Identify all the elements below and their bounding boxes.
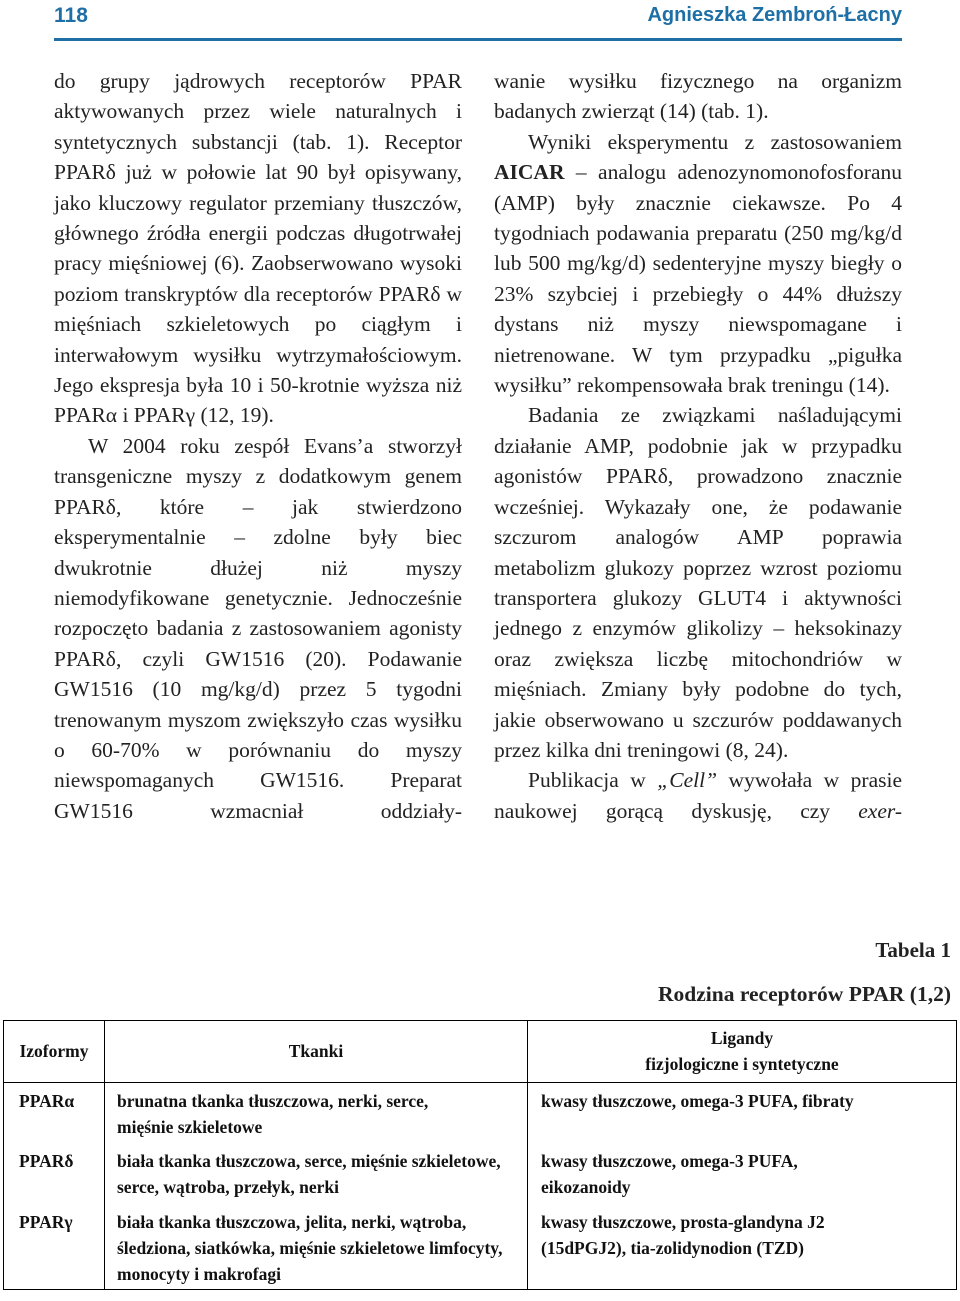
- right-paragraph-2-start: Wyniki eksperymentu z zastosowaniem: [528, 129, 902, 154]
- right-paragraph-2: [494, 127, 902, 401]
- right-paragraph-1: wanie wysiłku fizycznego na organizm badanych zwierząt (14) (tab. 1).: [494, 69, 902, 124]
- left-paragraph-2: W 2004 roku zespół Evans’a stworzył transgeniczne myszy z dodatkowym genem PPARδ, które – jak stwierdzono eksperymentalnie – zdolne były biec dwukrotnie dłużej niż myszy niemodyfikowane genetycznie. Jednocześnie rozpoczęto badania z zastosowaniem agonisty PPARδ, czyli GW1516 (20). Podawanie GW1516 (10 mg/kg/d) przez 5 tygodni trenowanym myszom zwiększyło czas wysiłku o 60-70% w porównaniu do myszy niewspomaganych GW1516. Preparat GW1516 wzmacniał oddziały-: [54, 433, 462, 823]
- table-number: Tabela 1: [875, 938, 951, 962]
- header-ligands-line2: fizjologiczne i syntetyczne: [645, 1054, 839, 1074]
- receptor-table: [3, 1020, 957, 1290]
- header-isoforms: Izoformy: [19, 1041, 89, 1061]
- table-left-border: [3, 1020, 4, 1290]
- row-3-tissues: biała tkanka tłuszczowa, jelita, nerki, wątroba, śledziona, siatkówka, mięśnie szkieletowe limfocyty, monocyty i makrofagi: [117, 1212, 503, 1284]
- table-right-border: [956, 1020, 957, 1290]
- page-number: 118: [54, 4, 88, 27]
- row-3-ligands: kwasy tłuszczowe, prosta-glandyna J2 (15dPGJ2), tia-zolidynodion (TZD): [541, 1212, 825, 1258]
- right-column: [494, 66, 902, 826]
- row-1-ligands: kwasy tłuszczowe, omega-3 PUFA, fibraty: [541, 1091, 854, 1111]
- row-2-tissues: biała tkanka tłuszczowa, serce, mięśnie szkieletowe, serce, wątroba, przełyk, nerki: [117, 1151, 501, 1197]
- table-top-rule: [3, 1020, 527, 1021]
- left-column: [54, 66, 462, 826]
- table-title: Rodzina receptorów PPAR (1,2): [658, 982, 951, 1006]
- row-2-isoform: PPARδ: [19, 1151, 74, 1171]
- running-head-author: Agnieszka Zembroń-Łacny: [647, 4, 902, 26]
- right-paragraph-4-start: Publikacja w: [528, 768, 646, 793]
- row-3-isoform: PPARγ: [19, 1212, 73, 1232]
- right-paragraph-4-end: exer-: [858, 798, 902, 823]
- header-ligands-line1: Ligandy: [710, 1028, 774, 1048]
- cell-journal-title: „Cell”: [657, 768, 718, 793]
- header-rule: [54, 38, 902, 41]
- table-top-rule-right: [527, 1020, 957, 1021]
- aicar-term: AICAR: [494, 160, 565, 185]
- table-header-rule: [3, 1082, 957, 1083]
- row-1-tissues: brunatna tkanka tłuszczowa, nerki, serce, mięśnie szkieletowe: [117, 1091, 429, 1137]
- right-paragraph-4: [494, 765, 902, 826]
- right-paragraph-4-mid: wywołała w prasie naukowej gorącą dyskusję, czy: [494, 768, 902, 823]
- table-bottom-rule: [3, 1289, 957, 1290]
- right-paragraph-2-rest: – analogu adenozynomonofosforanu (AMP) były znacznie ciekawsze. Po 4 tygodniach podawania preparatu (250 mg/kg/d lub 500 mg/kg/d) sedenteryjne myszy biegły o 23% szybciej i przebiegły o 44% dłuższy dystans niż myszy niewspomagane i nietrenowane. W tym przypadku „pigułka wysiłku” rekompensowała brak treningu (14).: [494, 160, 902, 398]
- row-2-ligands: kwasy tłuszczowe, omega-3 PUFA, eikozanoidy: [541, 1151, 798, 1197]
- left-paragraph-1: do grupy jądrowych receptorów PPAR aktywowanych przez wiele naturalnych i syntetycznych substancji (tab. 1). Receptor PPARδ już w połowie lat 90 był opisywany, jako kluczowy regulator przemiany tłuszczów, głównego źródła energii podczas długotrwałej pracy mięśniowej (6). Zaobserwowano wysoki poziom transkryptów dla receptorów PPARδ w mięśniach szkieletowych po ciągłym i interwałowym wysiłku wytrzymałościowym. Jego ekspresja była 10 i 50-krotnie wyższa niż PPARα i PPARγ (12, 19).: [54, 69, 462, 428]
- header-tissues: Tkanki: [288, 1041, 344, 1061]
- right-paragraph-3: Badania ze związkami naśladującymi działanie AMP, podobnie jak w przypadku agonistów PPARδ, prowadzono znacznie wcześniej. Wykazały one, że podawanie szczurom analogów AMP poprawia metabolizm glukozy poprzez wzrost poziomu transportera glukozy GLUT4 i aktywności jednego z enzymów glikolizy – heksokinazy oraz zwiększa liczbę mitochondriów w mięśniach. Zmiany były podobne do tych, jakie obserwowano u szczurów poddawanych przez kilka dni treningowi (8, 24).: [494, 403, 902, 762]
- row-1-isoform: PPARα: [19, 1091, 75, 1111]
